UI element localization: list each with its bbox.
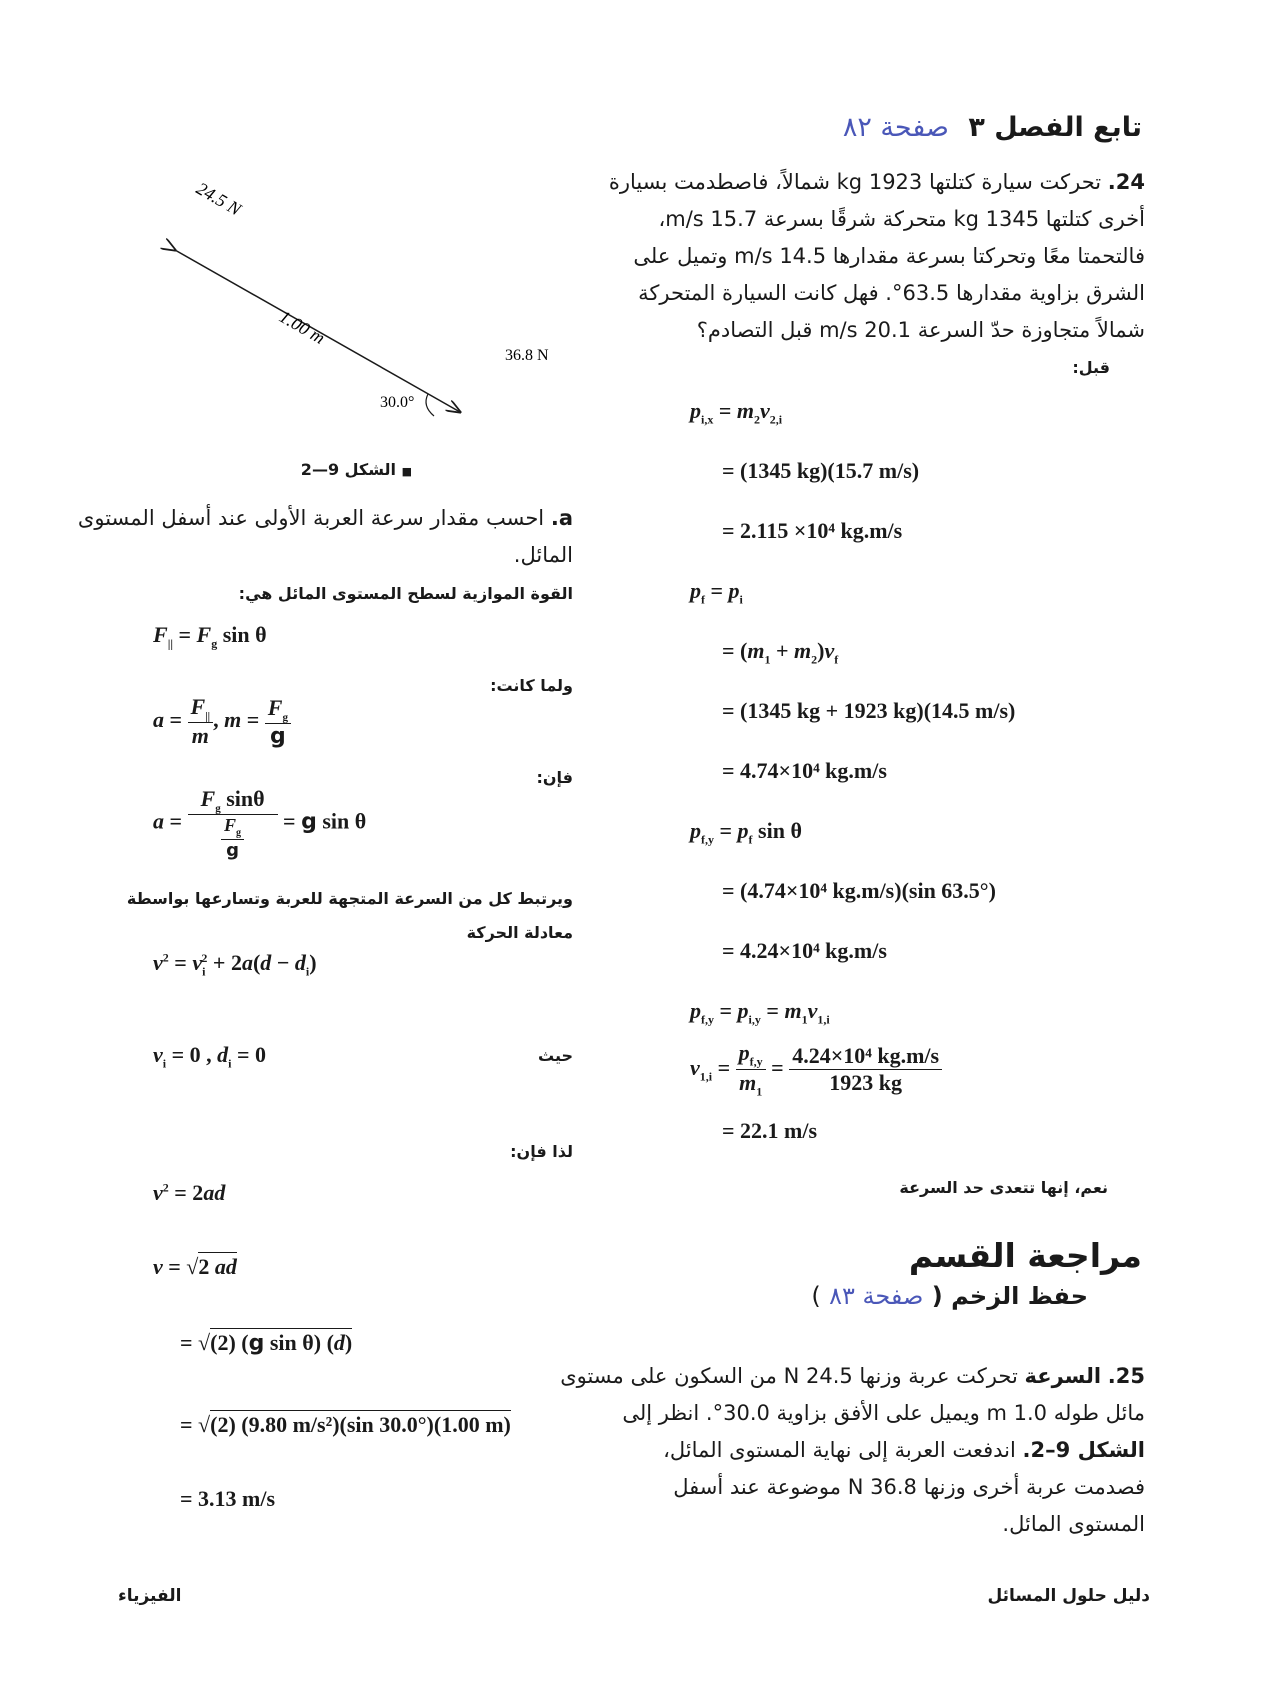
problem-24-text (608, 164, 1145, 349)
before-label: قبل: (1072, 358, 1110, 377)
problem-25-line-3: اندفعت العربة إلى نهاية المستوى المائل، (663, 1438, 1016, 1462)
eq-f-parallel: $F_{||} = F_g$ sin θ (153, 622, 267, 651)
problem-24-line-4: الشرق بزاوية مقدارها 63.5°. فهل كانت السيارة المتحركة (638, 281, 1145, 305)
problem-25-figure-ref: الشكل 9–2. (1022, 1438, 1145, 1462)
eq-pfy-result: = 4.24×10⁴ kg.m/s (722, 938, 887, 963)
eq-pix-result: = 2.115 ×10⁴ kg.m/s (722, 518, 903, 543)
incline-figure (150, 170, 580, 430)
part-a-line-1: احسب مقدار سرعة العربة الأولى عند أسفل المستوى (77, 506, 545, 530)
eq-v1i: $v_{1,i}$ = $\frac{p_{f,y}}{m_1}$ = $\frac{\text{4.24×10⁴ kg.m/s}}{1923 kg}$ (690, 1040, 942, 1100)
eq-v1i-result: = 22.1 m/s (722, 1118, 818, 1143)
eq-pix-values: = (1345 kg)(15.7 m/s) (722, 458, 920, 483)
eq-pfy: $p_{f,y} = p_f$ sin θ (690, 818, 802, 847)
weight-label: 24.5 N (193, 178, 245, 220)
chapter-header (843, 112, 1142, 143)
footer-left: الفيزياء (118, 1586, 182, 1606)
problem-25-lead: السرعة (1024, 1364, 1102, 1388)
page-reference: صفحة ٨٢ (842, 112, 949, 143)
problem-24-line-1: تحركت سيارة كتلتها 1923 kg شمالاً، فاصطدمت بسيارة (608, 170, 1102, 194)
since-label: ولما كانت: (490, 676, 573, 695)
problem-25-number: 25. (1107, 1364, 1145, 1388)
eq-pix: $p_{i,x} = m_2v_{2,i}$ (690, 398, 783, 427)
part-a-line-2: المائل. (513, 543, 573, 567)
problem-25-line-4: فصدمت عربة أخرى وزنها 36.8 N موضوعة عند أسفل (673, 1475, 1145, 1499)
eq-v-sqrt-values: = √(2) (9.80 m/s²)(sin 30.0°)(1.00 m) (180, 1412, 511, 1437)
eq-kinematics: $v^2 = v_i^2 + 2a(d - d_i)$ (153, 950, 317, 979)
eq-v-sqrt: v = √2 ad (153, 1254, 237, 1279)
eq-pfy-values: = (4.74×10⁴ kg.m/s)(sin 63.5°) (722, 878, 996, 903)
figure-caption-text: الشكل 9—2 (300, 460, 397, 479)
relation-line-1: ويرتبط كل من السرعة المتجهة للعربة وتسارعها بواسطة (126, 889, 573, 908)
angle-label: 30.0° (380, 394, 415, 411)
problem-24-line-2: أخرى كتلتها 1345 kg متحركة شرقًا بسرعة 15.7 m/s، (658, 207, 1145, 231)
subtitle-page-reference: صفحة ٨٣ (829, 1282, 924, 1310)
part-a-text (77, 500, 573, 574)
mass2-label: 36.8 N (505, 347, 549, 364)
eq-conservation: $p_f = p_i$ (690, 578, 743, 607)
section-review-title: مراجعة القسم (908, 1236, 1142, 1275)
section-review-subtitle (811, 1282, 1088, 1310)
problem-24-line-5: شمالاً متجاوزة حدّ السرعة 20.1 m/s قبل التصادم؟ (696, 318, 1145, 342)
chapter-title: تابع الفصل ٣ (968, 112, 1142, 143)
relation-text (127, 882, 573, 950)
problem-25-text (560, 1358, 1145, 1543)
subtitle-close: ) (811, 1282, 821, 1310)
problem-25-line-2: مائل طوله 1.0 m ويميل على الأفق بزاوية 30.0°. انظر إلى (622, 1401, 1145, 1425)
then-label: فإن: (536, 768, 573, 787)
problem-24-line-3: فالتحمتا معًا وتحركتا بسرعة مقدارها 14.5 m/s وتميل على (633, 244, 1145, 268)
figure-caption: ■ الشكل 9—2 (300, 460, 412, 479)
problem-24-number: 24. (1107, 170, 1145, 194)
problem-25-line-5: المستوى المائل. (1002, 1512, 1145, 1536)
eq-v-result: = 3.13 m/s (180, 1486, 276, 1511)
eq-a-m: a = $\frac{F_{||}}{m}$ , m = $\frac{F_g}{g}$ (153, 694, 291, 749)
eq-pf-values: = (1345 kg + 1923 kg)(14.5 m/s) (722, 698, 1016, 723)
length-label: 1.00 m (276, 306, 329, 348)
subtitle-text: حفظ الزخم ( (931, 1282, 1088, 1310)
part-a-letter: a. (550, 506, 573, 530)
relation-line-2: معادلة الحركة (466, 923, 573, 942)
eq-v-sqrt-sin: = √(2) (g sin θ) (d) (180, 1330, 353, 1356)
eq-a-g-sin: a = $\frac{F_g \sin\theta}{\frac{F_g}{g}}$ = g sin θ (153, 786, 367, 861)
problem-25-line-1: تحركت عربة وزنها 24.5 N من السكون على مستوى (560, 1364, 1018, 1388)
footer-right: دليل حلول المسائل (987, 1586, 1150, 1606)
eq-pf-result: = 4.74×10⁴ kg.m/s (722, 758, 887, 783)
where-label: حيث (538, 1046, 573, 1065)
therefore-label: لذا فإن: (510, 1142, 573, 1161)
answer-24: نعم، إنها تتعدى حد السرعة (899, 1178, 1108, 1197)
eq-pf-mass: = $(m_1 + m_2)v_f$ (722, 638, 839, 667)
parallel-force-label: القوة الموازية لسطح المستوى المائل هي: (238, 584, 573, 603)
eq-v-squared: $v^2 = 2ad$ (153, 1180, 226, 1205)
eq-initial-conditions: $v_i = 0$ , $d_i = 0$ (153, 1042, 267, 1071)
eq-momentum-y: $p_{f,y} = p_{i,y} = m_1v_{1,i}$ (690, 998, 830, 1027)
